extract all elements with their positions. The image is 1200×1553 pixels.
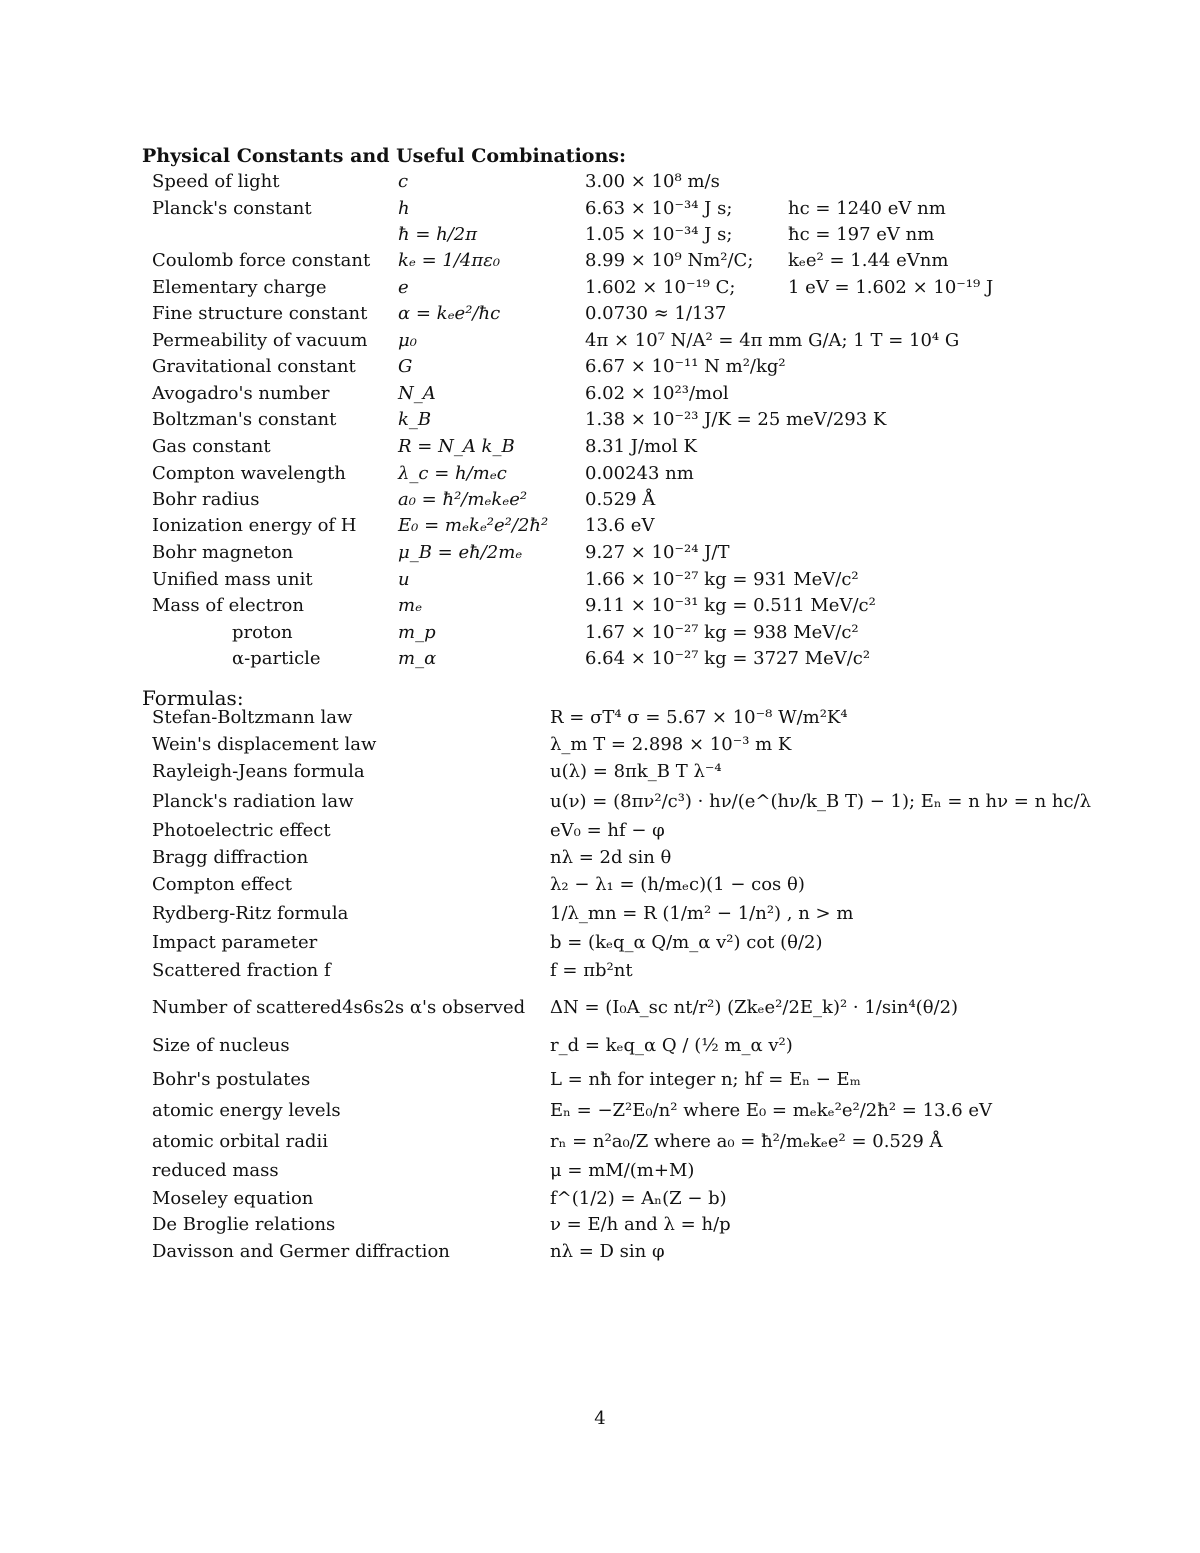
constant-symbol: kₑ = 1/4πε₀ xyxy=(398,250,501,271)
constant-row xyxy=(0,542,1200,568)
formula-name: atomic orbital radii xyxy=(152,1131,328,1152)
constant-row xyxy=(0,224,1200,250)
formula-expression: λ₂ − λ₁ = (h/mₑc)(1 − cos θ) xyxy=(550,874,805,895)
constant-value: 6.63 × 10⁻³⁴ J s; xyxy=(585,198,733,219)
formula-name: Bragg diffraction xyxy=(152,847,309,868)
constant-name: Coulomb force constant xyxy=(152,250,371,271)
constant-row xyxy=(0,436,1200,462)
formula-row xyxy=(0,1160,1200,1186)
formula-name: Wein's displacement law xyxy=(152,734,377,755)
formulas-heading: Formulas: xyxy=(142,686,244,710)
formula-name: Photoelectric effect xyxy=(152,820,331,841)
constant-row xyxy=(0,171,1200,197)
formula-name: Size of nucleus xyxy=(152,1035,290,1056)
constant-row xyxy=(0,330,1200,356)
formula-row xyxy=(0,734,1200,760)
constant-value: 9.27 × 10⁻²⁴ J/T xyxy=(585,542,730,563)
constant-name: Bohr magneton xyxy=(152,542,294,563)
constant-value: 4π × 10⁷ N/A² = 4π mm G/A; 1 T = 10⁴ G xyxy=(585,330,960,351)
formula-expression: f = πb²nt xyxy=(550,960,633,981)
constant-name: Ionization energy of H xyxy=(152,515,357,536)
constant-row xyxy=(0,489,1200,515)
formula-row xyxy=(0,1035,1200,1061)
constant-symbol: m_p xyxy=(398,622,436,643)
constant-row xyxy=(0,277,1200,303)
formula-name: atomic energy levels xyxy=(152,1100,341,1121)
formula-name: Number of scattered4s6s2s α's observed xyxy=(152,997,526,1018)
constant-value: 8.31 J/mol K xyxy=(585,436,697,457)
formula-expression: r_d = kₑq_α Q / (½ m_α v²) xyxy=(550,1035,793,1056)
formula-expression: rₙ = n²a₀/Z where a₀ = ħ²/mₑkₑe² = 0.529 Å xyxy=(550,1131,943,1152)
formula-row xyxy=(0,874,1200,900)
constant-name: proton xyxy=(232,622,293,643)
formula-expression: u(λ) = 8πk_B T λ⁻⁴ xyxy=(550,761,722,782)
formula-name: Rayleigh-Jeans formula xyxy=(152,761,365,782)
formula-expression: μ = mM/(m+M) xyxy=(550,1160,695,1181)
formula-expression: L = nħ for integer n; hf = Eₙ − Eₘ xyxy=(550,1069,861,1090)
constant-symbol: a₀ = ħ²/mₑkₑe² xyxy=(398,489,528,510)
constant-value: 0.00243 nm xyxy=(585,463,694,484)
formula-expression: f^(1/2) = Aₙ(Z − b) xyxy=(550,1188,727,1209)
constant-symbol: ħ = h/2π xyxy=(398,224,478,245)
constant-symbol: μ₀ xyxy=(398,330,417,351)
formula-row xyxy=(0,1069,1200,1095)
formula-row xyxy=(0,791,1200,817)
formula-row xyxy=(0,1214,1200,1240)
constant-value: 1.05 × 10⁻³⁴ J s; xyxy=(585,224,733,245)
formula-name: Planck's radiation law xyxy=(152,791,354,812)
constant-name: Unified mass unit xyxy=(152,569,313,590)
constant-symbol: mₑ xyxy=(398,595,423,616)
constant-name: Gas constant xyxy=(152,436,271,457)
constant-row xyxy=(0,622,1200,648)
constants-heading: Physical Constants and Useful Combinations: xyxy=(142,145,626,167)
formula-name: De Broglie relations xyxy=(152,1214,336,1235)
constant-name: Permeability of vacuum xyxy=(152,330,368,351)
constant-row xyxy=(0,356,1200,382)
formula-expression: eV₀ = hf − φ xyxy=(550,820,665,841)
formula-row xyxy=(0,960,1200,986)
constant-name: Mass of electron xyxy=(152,595,304,616)
formula-name: Stefan-Boltzmann law xyxy=(152,707,353,728)
formula-expression: nλ = 2d sin θ xyxy=(550,847,672,868)
constant-symbol: h xyxy=(398,198,410,219)
constant-row xyxy=(0,198,1200,224)
constant-value: 1.66 × 10⁻²⁷ kg = 931 MeV/c² xyxy=(585,569,859,590)
formula-row xyxy=(0,707,1200,733)
page-number: 4 xyxy=(594,1408,606,1429)
formula-row xyxy=(0,761,1200,787)
constant-name: α-particle xyxy=(232,648,321,669)
formula-name: Rydberg-Ritz formula xyxy=(152,903,349,924)
constant-symbol: c xyxy=(398,171,409,192)
constant-value: 9.11 × 10⁻³¹ kg = 0.511 MeV/c² xyxy=(585,595,876,616)
formula-row xyxy=(0,1241,1200,1267)
constant-value: 1.38 × 10⁻²³ J/K = 25 meV/293 K xyxy=(585,409,887,430)
constant-extra: hc = 1240 eV nm xyxy=(788,198,946,219)
constant-row xyxy=(0,409,1200,435)
constant-symbol: u xyxy=(398,569,410,590)
formula-name: Davisson and Germer diffraction xyxy=(152,1241,450,1262)
formula-name: Moseley equation xyxy=(152,1188,314,1209)
formula-row xyxy=(0,1188,1200,1214)
constant-name: Bohr radius xyxy=(152,489,260,510)
constant-row xyxy=(0,463,1200,489)
constant-symbol: k_B xyxy=(398,409,432,430)
formula-expression: λ_m T = 2.898 × 10⁻³ m K xyxy=(550,734,792,755)
formula-name: reduced mass xyxy=(152,1160,279,1181)
formula-row xyxy=(0,847,1200,873)
constant-value: 1.602 × 10⁻¹⁹ C; xyxy=(585,277,736,298)
formula-name: Bohr's postulates xyxy=(152,1069,311,1090)
constant-name: Compton wavelength xyxy=(152,463,346,484)
formula-expression: Eₙ = −Z²E₀/n² where E₀ = mₑkₑ²e²/2ħ² = 13.6 eV xyxy=(550,1100,993,1121)
formula-row xyxy=(0,997,1200,1023)
constant-extra: kₑe² = 1.44 eVnm xyxy=(788,250,949,271)
formula-expression: u(ν) = (8πν²/c³) · hν/(e^(hν/k_B T) − 1); Eₙ = n hν = n hc/λ xyxy=(550,791,1092,812)
formula-expression: nλ = D sin φ xyxy=(550,1241,665,1262)
constant-symbol: α = kₑe²/ħc xyxy=(398,303,501,324)
constant-name: Fine structure constant xyxy=(152,303,368,324)
formula-expression: 1/λ_mn = R (1/m² − 1/n²) , n > m xyxy=(550,903,854,924)
constant-value: 8.99 × 10⁹ Nm²/C; xyxy=(585,250,754,271)
constant-value: 0.0730 ≈ 1/137 xyxy=(585,303,727,324)
constant-value: 3.00 × 10⁸ m/s xyxy=(585,171,720,192)
constant-name: Avogadro's number xyxy=(152,383,330,404)
constant-row xyxy=(0,303,1200,329)
formula-name: Compton effect xyxy=(152,874,292,895)
formula-expression: ν = E/h and λ = h/p xyxy=(550,1214,731,1235)
constant-symbol: e xyxy=(398,277,409,298)
constant-name: Boltzman's constant xyxy=(152,409,337,430)
formula-row xyxy=(0,903,1200,929)
constant-extra: ħc = 197 eV nm xyxy=(788,224,935,245)
constant-extra: 1 eV = 1.602 × 10⁻¹⁹ J xyxy=(788,277,994,298)
constant-symbol: μ_B = eħ/2mₑ xyxy=(398,542,523,563)
constant-row xyxy=(0,515,1200,541)
constant-row xyxy=(0,595,1200,621)
constant-symbol: R = N_A k_B xyxy=(398,436,515,457)
constant-name: Gravitational constant xyxy=(152,356,356,377)
formula-row xyxy=(0,932,1200,958)
constant-value: 0.529 Å xyxy=(585,489,656,510)
constant-name: Speed of light xyxy=(152,171,280,192)
constant-symbol: G xyxy=(398,356,413,377)
constant-symbol: m_α xyxy=(398,648,437,669)
formula-expression: ΔN = (I₀A_sc nt/r²) (Zkₑe²/2E_k)² · 1/sin⁴(θ/2) xyxy=(550,997,959,1018)
constant-row xyxy=(0,250,1200,276)
constant-row xyxy=(0,383,1200,409)
constant-name: Elementary charge xyxy=(152,277,327,298)
formula-row xyxy=(0,1131,1200,1157)
constant-symbol: λ_c = h/mₑc xyxy=(398,463,507,484)
constant-value: 6.02 × 10²³/mol xyxy=(585,383,729,404)
constant-symbol: E₀ = mₑkₑ²e²/2ħ² xyxy=(398,515,549,536)
constant-name: Planck's constant xyxy=(152,198,312,219)
formula-expression: R = σT⁴ σ = 5.67 × 10⁻⁸ W/m²K⁴ xyxy=(550,707,848,728)
formula-name: Scattered fraction f xyxy=(152,960,331,981)
constant-value: 1.67 × 10⁻²⁷ kg = 938 MeV/c² xyxy=(585,622,859,643)
formula-name: Impact parameter xyxy=(152,932,318,953)
constant-value: 6.67 × 10⁻¹¹ N m²/kg² xyxy=(585,356,786,377)
constant-row xyxy=(0,569,1200,595)
constant-value: 6.64 × 10⁻²⁷ kg = 3727 MeV/c² xyxy=(585,648,871,669)
constant-row xyxy=(0,648,1200,674)
formula-row xyxy=(0,820,1200,846)
formula-expression: b = (kₑq_α Q/m_α v²) cot (θ/2) xyxy=(550,932,823,953)
constant-value: 13.6 eV xyxy=(585,515,655,536)
constant-symbol: N_A xyxy=(398,383,436,404)
formula-row xyxy=(0,1100,1200,1126)
